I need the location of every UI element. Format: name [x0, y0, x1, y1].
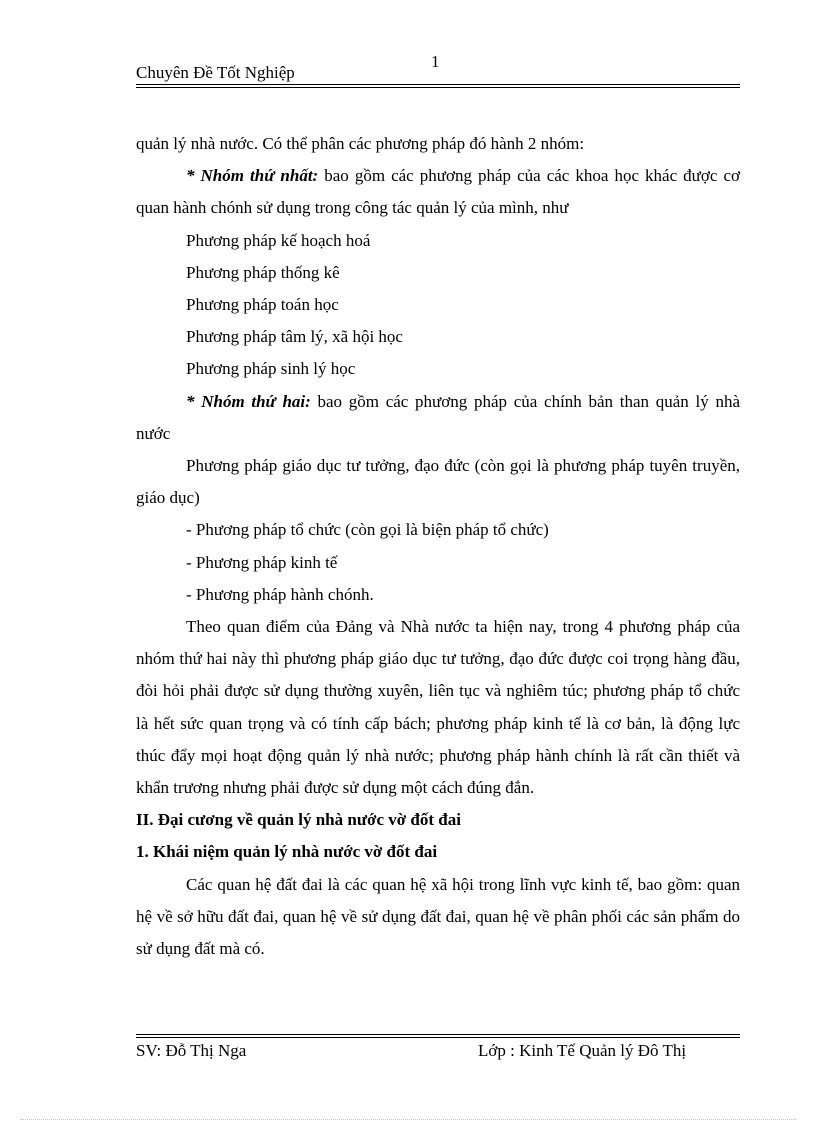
list-item: - Phương pháp hành chónh. — [186, 584, 374, 604]
list-item: Phương pháp kế hoạch hoá — [186, 230, 371, 250]
page-edge — [20, 1119, 796, 1120]
group-one-paragraph — [136, 160, 740, 224]
group-two-text: bao gồm các phương pháp của chính bản than quản lý nhà nước — [136, 391, 740, 443]
header-title: Chuyên Đề Tốt Nghiệp — [136, 63, 295, 82]
header-rule — [136, 87, 740, 88]
document-body — [136, 128, 740, 965]
paragraph: Các quan hệ đất đai là các quan hệ xã hội trong lĩnh vực kinh tế, bao gồm: quan hệ về sở hữu đất đai, quan hệ về sử dụng đất đai, quan hệ về phân phối các sản phẩm do sử dụng đất mà có. — [136, 874, 740, 959]
group-one-text: bao gồm các phương pháp của các khoa học khác được cơ quan hành chónh sử dụng trong công tác quản lý của mình, như — [136, 166, 740, 218]
footer-rule — [136, 1034, 740, 1035]
list-item: - Phương pháp kinh tế — [186, 552, 338, 572]
footer-class: Lớp : Kinh Tế Quản lý Đô Thị — [478, 1041, 687, 1060]
list-item: Phương pháp thống kê — [186, 262, 340, 282]
list-item: - Phương pháp tổ chức (còn gọi là biện pháp tổ chức) — [186, 520, 549, 540]
group-two-label: * Nhóm thứ hai: — [186, 391, 311, 411]
group-one-label: * Nhóm thứ nhất: — [186, 166, 319, 186]
list-item: Phương pháp tâm lý, xã hội học — [186, 327, 403, 347]
footer-student: SV: Đỗ Thị Nga — [136, 1041, 247, 1060]
list-item: Phương pháp sinh lý học — [186, 359, 356, 379]
group-two-paragraph — [136, 386, 740, 450]
subsection-heading: 1. Khái niệm quản lý nhà nước vờ đốt đai — [136, 842, 438, 862]
section-heading: II. Đại cương về quản lý nhà nước vờ đốt đai — [136, 810, 461, 830]
page-number: 1 — [431, 52, 440, 71]
list-item: Phương pháp toán học — [186, 295, 339, 315]
header-rule — [136, 84, 740, 85]
footer-rule — [136, 1037, 740, 1038]
paragraph: quản lý nhà nước. Có thể phân các phương pháp đó hành 2 nhóm: — [136, 134, 585, 153]
paragraph: Phương pháp giáo dục tư tưởng, đạo đức (còn gọi là phương pháp tuyên truyền, giáo dục) — [136, 456, 740, 508]
paragraph: Theo quan điểm của Đảng và Nhà nước ta hiện nay, trong 4 phương pháp của nhóm thứ hai này thì phương pháp giáo dục tư tưởng, đạo đức được coi trọng hàng đầu, đòi hỏi phải được sử dụng thường xuyên, liên tục và nghiêm túc; phương pháp tổ chức là hết sức quan trọng và có tính cấp bách; phương pháp kinh tế là cơ bản, là động lực thúc đẩy mọi hoạt động quản lý nhà nước; phương pháp hành chính là rất cần thiết và khẩn trương nhưng phải được sử dụng một cách đúng đắn. — [136, 617, 740, 798]
